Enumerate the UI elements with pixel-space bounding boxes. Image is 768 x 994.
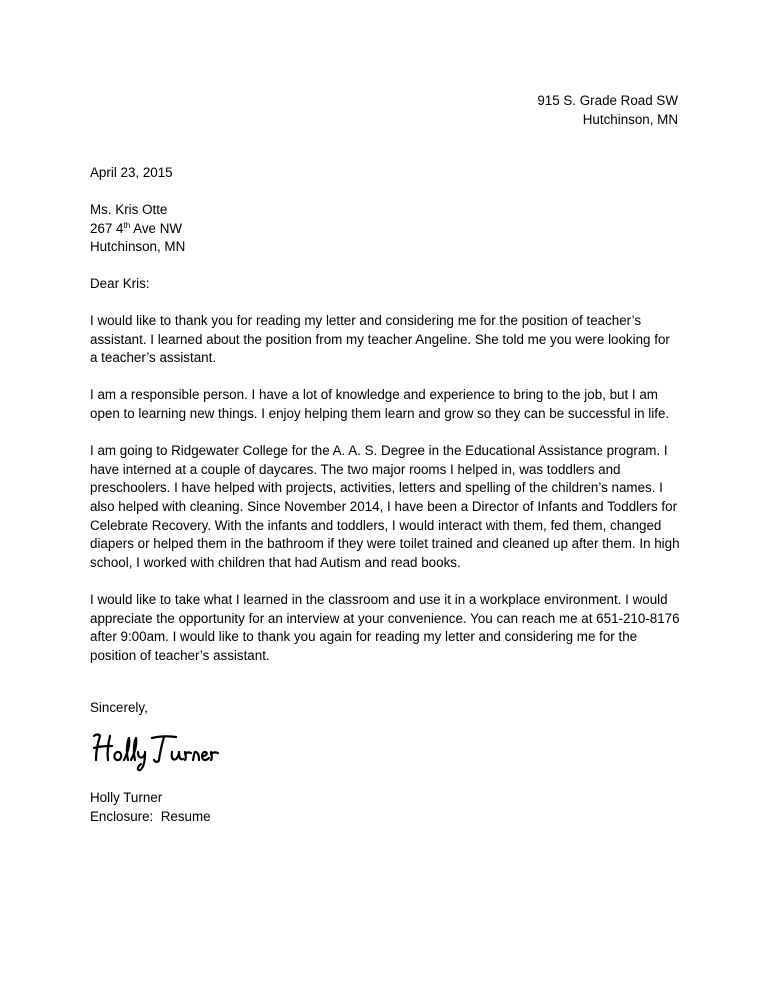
sender-address [537,92,678,129]
closing: Sincerely, [90,700,148,715]
sender-city: Hutchinson, MN [582,111,678,127]
recipient-address [90,201,185,257]
body-paragraph-2: I am a responsible person. I have a lot of knowledge and experience to bring to the job, but I am open to learning new things. I enjoy helping them learn and grow so they can be successful in life. [90,387,670,421]
body-paragraph-1: I would like to thank you for reading my letter and considering me for the position of teacher’s assistant. I learned about the position from my teacher Angeline. She told me you were looking for a teacher’s assistant. [90,313,670,366]
enclosure-note: Enclosure: Resume [90,808,211,824]
recipient-street-suffix: th [123,220,131,230]
body-paragraph-4: I would like to take what I learned in the classroom and use it in a workplace environment. I would appreciate the opportunity for an interview at your convenience. You can reach me at 651-210-8176 after 9:00am. I would like to thank you again for reading my letter and considering me for the position of teacher’s assistant. [90,591,680,663]
recipient-city: Hutchinson, MN [90,239,186,255]
letter-body [90,312,680,684]
letter-date: April 23, 2015 [90,165,173,180]
sender-street: 915 S. Grade Road SW [537,93,678,108]
handwritten-signature [90,726,230,776]
recipient-street-rest: Ave NW [130,220,183,236]
signer-block [90,789,211,826]
body-paragraph-3: I am going to Ridgewater College for the A. A. S. Degree in the Educational Assistance program. I have interned at a couple of daycares. The two major rooms I helped in, was toddlers and preschoolers. I have helped with projects, activities, letters and spelling of the children’s names. I also helped with cleaning. Since November 2014, I have been a Director of Infants and Toddlers for Celebrate Recovery. With the infants and toddlers, I would interact with them, fed them, changed diapers or helped them in the bathroom if they were toilet trained and cleaned up after them. In high school, I worked with children that had Autism and read books. [90,443,680,570]
salutation: Dear Kris: [90,276,150,291]
recipient-street-number: 267 4 [90,220,124,236]
recipient-name: Ms. Kris Otte [90,202,168,217]
recipient-street [90,220,185,239]
signer-name: Holly Turner [90,790,163,805]
